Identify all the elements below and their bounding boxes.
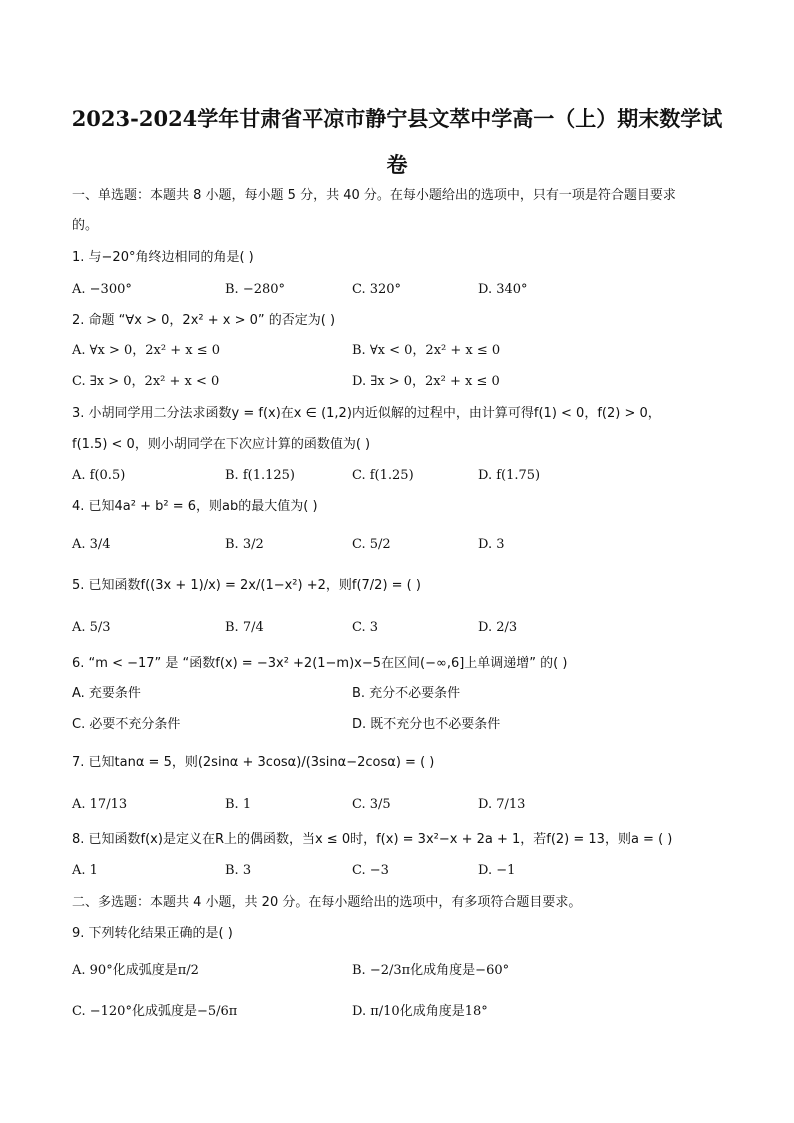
question-8-option-d: D. −1 [478, 863, 516, 878]
question-7-option-d: D. 7/13 [478, 797, 526, 812]
question-2-option-d: D. ∃x > 0，2x² + x ≤ 0 [352, 374, 500, 389]
question-5-option-c: C. 3 [352, 620, 379, 635]
question-8-option-a: A. 1 [72, 863, 98, 878]
question-6-option-b: B. 充分不必要条件 [352, 686, 461, 701]
question-7-option-c: C. 3/5 [352, 797, 391, 812]
question-6-option-c: C. 必要不充分条件 [72, 717, 181, 732]
question-8-option-c: C. −3 [352, 863, 389, 878]
question-3-option-c: C. f(1.25) [352, 468, 414, 483]
question-5-option-a: A. 5/3 [72, 620, 111, 635]
question-4-option-d: D. 3 [478, 537, 505, 552]
question-9-option-d: D. π/10化成角度是18° [352, 1004, 488, 1019]
question-7-option-b: B. 1 [225, 797, 252, 812]
section1-header-line2: 的。 [72, 218, 99, 233]
question-1-option-d: D. 340° [478, 282, 528, 297]
question-6-stem: 6. “m < −17” 是 “函数f(x) = −3x² +2(1−m)x−5在区间(−∞,6]上单调递增” 的( ) [72, 656, 568, 671]
question-7-stem: 7. 已知tanα = 5，则(2sinα + 3cosα)/(3sinα−2cosα) = ( ) [72, 755, 435, 770]
question-3-option-d: D. f(1.75) [478, 468, 541, 483]
question-2-option-a: A. ∀x > 0，2x² + x ≤ 0 [72, 343, 220, 358]
question-3-option-b: B. f(1.125) [225, 468, 295, 483]
question-4-stem: 4. 已知4a² + b² = 6，则ab的最大值为( ) [72, 499, 318, 514]
section2-header: 二、多选题：本题共 4 小题，共 20 分。在每小题给出的选项中，有多项符合题目要求。 [72, 895, 582, 910]
question-3-stem-line2: f(1.5) < 0，则小胡同学在下次应计算的函数值为( ) [72, 437, 371, 452]
question-6-option-a: A. 充要条件 [72, 686, 141, 701]
question-2-option-c: C. ∃x > 0，2x² + x < 0 [72, 374, 220, 389]
question-2-option-b: B. ∀x < 0，2x² + x ≤ 0 [352, 343, 501, 358]
title-line-2: 卷 [386, 152, 408, 177]
question-4-option-a: A. 3/4 [72, 537, 111, 552]
question-5-option-b: B. 7/4 [225, 620, 264, 635]
question-5-option-d: D. 2/3 [478, 620, 518, 635]
question-4-option-c: C. 5/2 [352, 537, 391, 552]
question-9-option-b: B. −2/3π化成角度是−60° [352, 963, 510, 978]
question-3-option-a: A. f(0.5) [72, 468, 126, 483]
question-1-option-b: B. −280° [225, 282, 286, 297]
question-9-option-a: A. 90°化成弧度是π/2 [72, 963, 199, 978]
question-9-option-c: C. −120°化成弧度是−5/6π [72, 1004, 238, 1019]
question-1-option-c: C. 320° [352, 282, 402, 297]
question-1-option-a: A. −300° [72, 282, 132, 297]
question-1-stem: 1. 与−20°角终边相同的角是( ) [72, 250, 254, 265]
question-7-option-a: A. 17/13 [72, 797, 128, 812]
question-5-stem: 5. 已知函数f((3x + 1)/x) = 2x/(1−x²) +2，则f(7/2) = ( ) [72, 578, 421, 593]
section1-header-line1: 一、单选题：本题共 8 小题，每小题 5 分，共 40 分。在每小题给出的选项中，只有一项是符合题目要求 [72, 188, 676, 203]
question-6-option-d: D. 既不充分也不必要条件 [352, 717, 501, 732]
question-9-stem: 9. 下列转化结果正确的是( ) [72, 926, 233, 941]
question-3-stem-line1: 3. 小胡同学用二分法求函数y = f(x)在x ∈ (1,2)内近似解的过程中，由计算可得f(1) < 0，f(2) > 0， [72, 406, 661, 421]
question-4-option-b: B. 3/2 [225, 537, 264, 552]
exam-title [60, 96, 734, 188]
question-8-option-b: B. 3 [225, 863, 252, 878]
question-8-stem: 8. 已知函数f(x)是定义在R上的偶函数，当x ≤ 0时，f(x) = 3x²−x + 2a + 1，若f(2) = 13，则a = ( ) [72, 832, 673, 847]
title-line-1: 2023-2024学年甘肃省平凉市静宁县文萃中学高一（上）期末数学试 [71, 106, 723, 131]
question-2-stem: 2. 命题 “∀x > 0，2x² + x > 0” 的否定为( ) [72, 313, 336, 328]
